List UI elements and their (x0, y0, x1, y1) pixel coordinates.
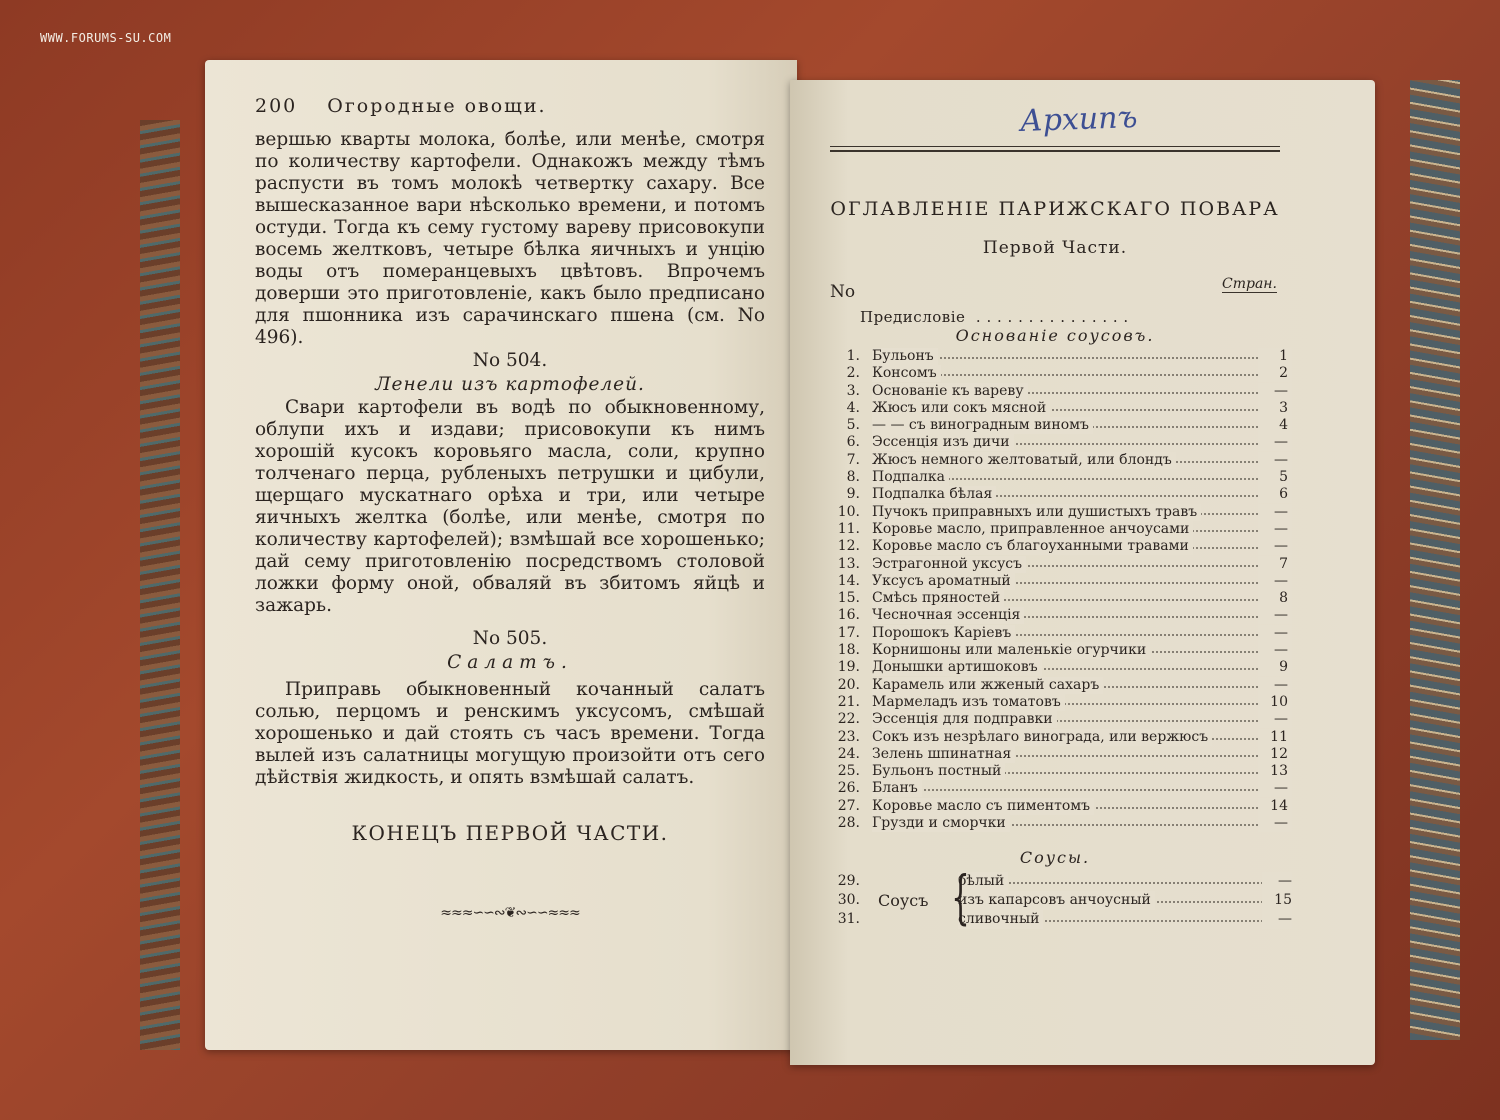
entry-number: 17. (837, 624, 860, 641)
entry-title: Эссенція изъ дичи (872, 434, 1014, 451)
entry-number: 12. (837, 538, 860, 555)
entry-number: 21. (837, 693, 860, 710)
toc-entry (830, 486, 1300, 503)
entry-title: Коровье масло съ пиментомъ (872, 798, 1094, 815)
entry-page: — (1262, 910, 1292, 929)
toc-entry (830, 677, 1300, 694)
recipe-title-504: Ленели изъ картофелей. (375, 374, 645, 395)
toc-entry (830, 504, 1300, 521)
entry-title: Коровье масло съ благоуханными травами (872, 538, 1193, 555)
sauce-entry (830, 872, 1300, 891)
toc-entry (830, 590, 1300, 607)
toc-entry (830, 452, 1300, 469)
entry-title: Зелень шпинатная (872, 746, 1015, 763)
entry-page: 7 (1258, 556, 1292, 573)
sauce-entry (830, 891, 1300, 910)
entry-number: 10. (837, 503, 860, 520)
entry-number: 13. (837, 555, 860, 572)
toc-entry (830, 659, 1300, 676)
entry-title: Подпалка (872, 469, 949, 486)
entry-number: 8. (846, 469, 860, 486)
entry-title: Чесночная эссенція (872, 607, 1024, 624)
entry-number: 22. (837, 711, 860, 728)
entry-page: 13 (1258, 763, 1292, 780)
entry-number: 23. (837, 728, 860, 745)
entry-page: 9 (1258, 659, 1292, 676)
handwritten-signature: Архипъ (1019, 99, 1139, 140)
entry-title: Уксусъ ароматный (872, 573, 1015, 590)
entry-page: — (1258, 642, 1292, 659)
entry-page: — (1258, 607, 1292, 624)
entry-title: Жюсъ или сокъ мясной (872, 400, 1050, 417)
entry-page: 4 (1258, 417, 1292, 434)
entry-page: 12 (1258, 746, 1292, 763)
recipe-title-505: Салатъ. (447, 652, 573, 673)
toc-entry (830, 365, 1300, 382)
sauce-entry (830, 910, 1300, 929)
toc-subtitle: Первой Части. (982, 238, 1128, 258)
entry-number: 6. (846, 434, 860, 451)
entry-number: 27. (837, 797, 860, 814)
entry-title: Консомъ (872, 365, 941, 382)
entry-number: 4. (846, 399, 860, 416)
entry-page: — (1262, 872, 1292, 891)
toc-entry (830, 711, 1300, 728)
entry-page: — (1258, 383, 1292, 400)
entry-page: 15 (1262, 891, 1292, 910)
toc-entry (830, 798, 1300, 815)
preface-label: Предисловіе (860, 308, 966, 326)
entry-title: Сокъ изъ незрѣлаго винограда, или вержюсъ (872, 729, 1212, 746)
entry-number: 9. (846, 486, 860, 503)
open-book (150, 60, 1450, 1070)
right-page (790, 80, 1375, 1065)
toc-entry (830, 348, 1300, 365)
entry-title: Бланъ (872, 780, 922, 797)
entry-title: Мармеладъ изъ томатовъ (872, 694, 1065, 711)
toc-entry (830, 538, 1300, 555)
running-head: Огородные овощи. (327, 95, 547, 117)
recipe-number-505: No 505. (472, 628, 548, 649)
toc-entry (830, 607, 1300, 624)
toc-entry (830, 729, 1300, 746)
paragraph-3: Приправь обыкновенный кочанный салатъ солью, перцомъ и ренскимъ уксусомъ, смѣшай хорошенько и дай стоять съ часъ времени. Тогда вылей изъ салатницы могущую произойти отъ сего дѣйствія жидкость, и опять взмѣшай салатъ. (255, 679, 765, 788)
entry-page: 11 (1258, 729, 1292, 746)
section-heading-2: Соусы. (1019, 848, 1091, 867)
entry-title: Бульонъ (872, 348, 938, 365)
book-edge-left (140, 120, 180, 1050)
entry-page: — (1258, 504, 1292, 521)
entry-title: Основаніе къ вареву (872, 383, 1028, 400)
entry-page: 8 (1258, 590, 1292, 607)
entry-page: — (1258, 521, 1292, 538)
column-page-header: Стран. (1222, 276, 1277, 292)
entry-number: 26. (837, 780, 860, 797)
entry-title: Подпалка бѣлая (872, 486, 996, 503)
toc-entry (830, 763, 1300, 780)
section-heading-1: Основаніе соусовъ. (955, 326, 1155, 345)
entry-number: 25. (837, 763, 860, 780)
toc-entry (830, 417, 1300, 434)
entry-page: — (1258, 677, 1292, 694)
entry-number: 15. (837, 590, 860, 607)
rule-line (830, 146, 1280, 147)
entry-number: 24. (837, 745, 860, 762)
paragraph-1: вершью кварты молока, болѣе, или менѣе, смотря по количеству картофели. Однакожъ между тѣмъ распусти въ томъ молокѣ четвертку сахару. Все вышесказанное вари нѣсколько времени, и потомъ остуди. Тогда къ сему густому вареву присовокупи восемь желтковъ, четыре бѣлка яичныхъ и унцію воды отъ померанцевыхъ цвѣтовъ. Впрочемъ доверши это приготовленіе, какъ было предписано для пшонника изъ сарачинскаго пшена (см. No 496). (255, 129, 765, 348)
toc-entry (830, 469, 1300, 486)
entry-page: — (1258, 625, 1292, 642)
entry-title: Донышки артишоковъ (872, 659, 1042, 676)
entry-title: Коровье масло, приправленное анчоусами (872, 521, 1193, 538)
entry-title: изъ капарсовъ анчоусный (958, 891, 1155, 910)
toc-entry (830, 556, 1300, 573)
entry-title: Порошокъ Каріевъ (872, 625, 1015, 642)
toc-entry (830, 383, 1300, 400)
entry-number: 1. (846, 348, 860, 364)
entry-page: — (1258, 452, 1292, 469)
sauce-label: Соусъ (878, 891, 929, 910)
entry-number: 28. (837, 815, 860, 832)
rule-line-thick (830, 150, 1280, 152)
book-edge-right (1410, 80, 1460, 1040)
toc-preface: Предисловіе . . . . . . . . . . . . . . . (860, 308, 1129, 326)
entry-title: Жюсъ немного желтоватый, или блондъ (872, 452, 1176, 469)
entry-number: 29. (837, 873, 860, 889)
entry-title: Эстрагонной уксусъ (872, 556, 1026, 573)
toc-entry (830, 780, 1300, 797)
toc-list (830, 348, 1300, 832)
entry-title: Смѣсь пряностей (872, 590, 1004, 607)
entry-title: Пучокъ приправныхъ или душистыхъ травъ (872, 504, 1201, 521)
toc-entry (830, 815, 1300, 832)
recipe-number-504: No 504. (472, 350, 548, 371)
entry-page: — (1258, 573, 1292, 590)
toc-entry (830, 573, 1300, 590)
entry-number: 31. (837, 911, 860, 927)
sauce-list (830, 863, 1300, 931)
toc-entry (830, 746, 1300, 763)
entry-number: 14. (837, 572, 860, 589)
entry-number: 19. (837, 659, 860, 676)
leader-dots (872, 789, 1270, 791)
toc-entry (830, 434, 1300, 451)
entry-title: Бульонъ постный (872, 763, 1005, 780)
entry-page: 5 (1258, 469, 1292, 486)
entry-page: 10 (1258, 694, 1292, 711)
entry-page: 2 (1258, 365, 1292, 382)
toc-entry (830, 521, 1300, 538)
entry-page: 14 (1258, 798, 1292, 815)
toc-entry (830, 625, 1300, 642)
entry-number: 16. (837, 607, 860, 624)
entry-number: 3. (846, 382, 860, 399)
ornament: ≈≈≈∽∽∾❦∾∽∽≈≈≈ (440, 905, 580, 921)
entry-page: — (1258, 815, 1292, 832)
left-page (205, 60, 797, 1050)
toc-entry (830, 642, 1300, 659)
entry-title: Грузди и сморчки (872, 815, 1010, 832)
entry-title: сливочный (958, 910, 1043, 929)
toc-title: ОГЛАВЛЕНІЕ ПАРИЖСКАГО ПОВАРА (830, 198, 1280, 220)
entry-page: — (1258, 780, 1292, 797)
entry-title: Эссенція для подправки (872, 711, 1057, 728)
entry-number: 5. (846, 417, 860, 434)
entry-page: — (1258, 711, 1292, 728)
paragraph-2: Свари картофели въ водѣ по обыкновенному, облупи ихъ и издави; присовокупи къ нимъ хорошій кусокъ коровьяго масла, соли, крупно толченаго перца, рубленыхъ петрушки и цибули, щерщаго мускатнаго орѣха и три, или четыре яичныхъ желтка (болѣе, или менѣе, смотря по количеству картофелей); взмѣшай все хорошенько; дай сему приготовленію посредствомъ столовой ложки форму оной, обваляй въ збитомъ яйцѣ и зажарь. (255, 397, 765, 616)
brace-glyph: { (951, 863, 970, 931)
watermark: WWW.FORUMS-SU.COM (40, 31, 172, 45)
column-number-header: No (830, 282, 856, 302)
entry-title: бѣлый (958, 872, 1008, 891)
entry-title: — — съ виноградным виномъ (872, 417, 1093, 434)
toc-entry (830, 694, 1300, 711)
toc-entry (830, 400, 1300, 417)
entry-page: 1 (1258, 348, 1292, 365)
entry-number: 30. (837, 892, 860, 908)
entry-page: 6 (1258, 486, 1292, 503)
entry-number: 20. (837, 676, 860, 693)
entry-page: — (1258, 538, 1292, 555)
entry-number: 7. (846, 451, 860, 468)
entry-page: — (1258, 434, 1292, 451)
entry-number: 11. (837, 520, 860, 537)
entry-number: 2. (846, 365, 860, 382)
running-header (255, 95, 765, 117)
page-number: 200 (255, 95, 298, 117)
entry-title: Корнишоны или маленькіе огурчики (872, 642, 1150, 659)
entry-title: Карамель или жженый сахаръ (872, 677, 1103, 694)
end-of-part: КОНЕЦЪ ПЕРВОЙ ЧАСТИ. (351, 821, 669, 845)
entry-page: 3 (1258, 400, 1292, 417)
entry-number: 18. (837, 642, 860, 659)
